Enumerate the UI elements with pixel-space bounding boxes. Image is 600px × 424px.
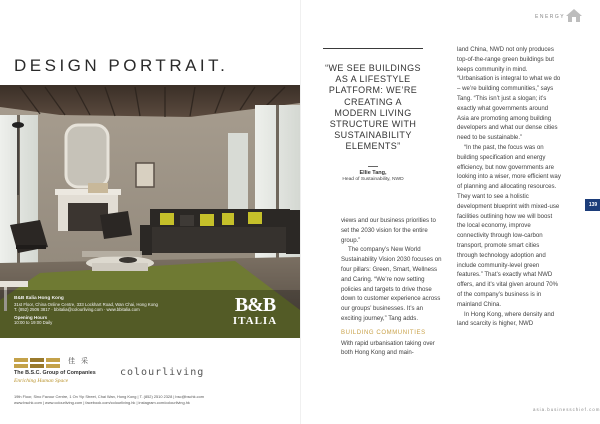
ad-footer-links: www.bschk.com | www.colourliving.com | facebook.com/colourliving.hk | instagram.com/colourliving.hk: [14, 400, 190, 405]
col2-paragraph-1: land China, NWD not only produces top-of-the-range green buildings but keeps community in mind. “Urbanisation is integral to what we do – we’re building communities,” says Tang. “This isn’t just a slogan; it’s exactly what governments around Asia are promoting among building developers and what our dense cities need to be sustainable.”: [457, 46, 561, 142]
colourliving-logo: colourliving: [120, 367, 205, 378]
col1-paragraph-2: The company’s New World Sustainability Vision 2030 focuses on four pillars: Green, Smart, Wellness and Caring. “We’re now setting policies and targets to drive those down to customer experience across our groups’ businesses. It’s an exciting journey,” Tang adds.: [341, 246, 442, 322]
ad-footer-address: 19th Floor, Sino Favour Centre, 1 On Yip Street, Chai Wan, Hong Kong | T. (852) 2510 2328 | bsc@bschk.com: [14, 394, 205, 399]
col2-paragraph-3: In Hong Kong, where density and land scarcity is higher, NWD: [457, 310, 555, 328]
showroom-name: B&B Italia Hong Kong: [14, 296, 64, 301]
showroom-address: 31st Floor, China Online Centre, 333 Lockhart Road, Wan Chai, Hong Kong: [14, 301, 158, 307]
bb-logo-bottom: ITALIA: [232, 315, 278, 327]
article-column-2: [457, 45, 561, 329]
site-url[interactable]: asia.businesschief.com: [533, 407, 600, 412]
pullquote-rule: [323, 48, 423, 49]
pullquote-attribution-role: Head of Sustainability, NWD: [342, 177, 404, 182]
section-subhead: BUILDING COMMUNITIES: [341, 329, 426, 336]
home-icon[interactable]: [565, 8, 583, 23]
section-label: ENERGY: [535, 14, 566, 20]
bsc-company-name: The B.S.C. Group of Companies: [14, 370, 96, 376]
ad-title: DESIGN PORTRAIT.: [14, 56, 229, 75]
opening-hours-label: Opening Hours: [14, 314, 48, 320]
pullquote-dash: [368, 166, 378, 167]
bsc-tagline: Enriching Human Space: [14, 378, 69, 384]
article-page: [300, 0, 600, 424]
col2-paragraph-2: “In the past, the focus was on building specification and energy efficiency, but now governments are looking into a wiser, more efficient way of planning and allocating resources. They want to see a holistic development blueprint with mixed-use facilities outlining how we will boost the local economy, improve connectivity through low-carbon transport, promote smart cities through technology adoption and include community-level green features.” That’s exactly what NWD offers, and it’s vital given around 70% of the company’s business is in mainland China.: [457, 143, 561, 308]
bb-italia-logo: [230, 295, 280, 329]
article-column-1: [341, 216, 445, 358]
pullquote-attribution-name: Ellie Tang,: [359, 170, 387, 176]
living-room-photo: [0, 85, 300, 338]
page-number-tab: 139: [585, 199, 600, 211]
photo-caption: [14, 296, 158, 326]
bb-logo-top: B&B: [234, 294, 276, 316]
bsc-chinese-name: 佳 采: [68, 358, 90, 365]
pullquote: “WE SEE BUILDINGS AS A LIFESTYLE PLATFORM: WE’RE CREATING A MODERN LIVING STRUCTURE WITH SUSTAINABILITY ELEMENTS”: [325, 63, 421, 152]
opening-hours: 10:00 to 19:00 Daily: [14, 320, 53, 326]
col1-paragraph-3: With rapid urbanisation taking over both Hong Kong and main-: [341, 339, 435, 357]
showroom-contact: T. (852) 2506 3817 · bbitalia@colourliving.com · www.bbitalia.com: [14, 307, 140, 313]
bsc-logo-mark: [14, 358, 62, 368]
col1-paragraph-1: views and our business priorities to set the 2030 vision for the entire group.”: [341, 217, 436, 244]
